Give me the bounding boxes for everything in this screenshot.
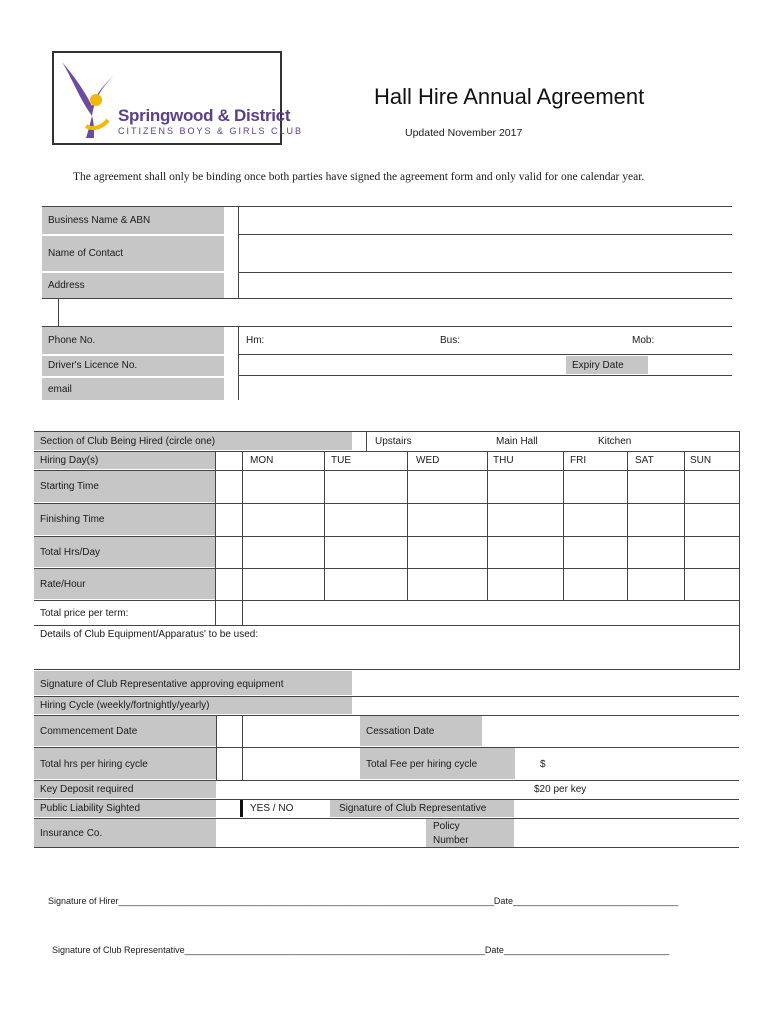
phone-label: Phone No. <box>48 335 96 346</box>
sig-rep-equipment-label: Signature of Club Representative approving equipment <box>40 679 284 690</box>
signature-club-rep-line[interactable]: Signature of Club Representative____________________________________________________________Date_________________________________ <box>52 945 670 955</box>
address-field[interactable] <box>239 273 732 298</box>
licence-label: Driver's Licence No. <box>48 360 138 371</box>
contact-name-label: Name of Contact <box>48 248 124 259</box>
equipment-details-label: Details of Club Equipment/Apparatus' to be used: <box>40 629 259 640</box>
day-wed: WED <box>416 455 440 466</box>
phone-mobile-label: Mob: <box>632 335 655 346</box>
cessation-label: Cessation Date <box>366 726 435 737</box>
total-fee-cycle-label: Total Fee per hiring cycle <box>366 759 478 770</box>
hiring-days-label: Hiring Day(s) <box>40 455 99 466</box>
key-deposit-label: Key Deposit required <box>40 784 134 795</box>
document-title: Hall Hire Annual Agreement <box>374 84 645 109</box>
policy-number-label: Number <box>433 835 469 846</box>
finishing-time-label: Finishing Time <box>40 514 105 525</box>
total-hrs-cycle-label: Total hrs per hiring cycle <box>40 759 148 770</box>
phone-business-label: Bus: <box>440 335 461 346</box>
club-logo-emblem <box>58 56 118 140</box>
expiry-label: Expiry Date <box>572 360 624 371</box>
intro-text: The agreement shall only be binding once both parties have signed the agreement form and only valid for one calendar year. <box>73 171 645 183</box>
day-thu: THU <box>493 455 514 466</box>
hiring-cycle-label: Hiring Cycle (weekly/fortnightly/yearly) <box>40 700 210 711</box>
email-field[interactable] <box>239 376 732 400</box>
total-price-label: Total price per term: <box>40 608 129 619</box>
sig-rep-label: Signature of Club Representative <box>339 803 487 814</box>
day-sun: SUN <box>690 455 712 466</box>
policy-label: Policy <box>433 821 460 832</box>
insurance-label: Insurance Co. <box>40 828 103 839</box>
phone-home-label: Hm: <box>246 335 265 346</box>
signature-hirer-line[interactable]: Signature of Hirer___________________________________________________________________________Date_________________________________ <box>48 896 679 906</box>
day-tue: TUE <box>331 455 351 466</box>
email-label: email <box>48 384 72 395</box>
option-kitchen[interactable]: Kitchen <box>598 436 632 447</box>
updated-date: Updated November 2017 <box>405 127 523 139</box>
rate-hour-label: Rate/Hour <box>40 579 86 590</box>
day-sat: SAT <box>635 455 654 466</box>
fee-dollar-sign: $ <box>540 759 546 770</box>
starting-time-label: Starting Time <box>40 481 99 492</box>
commencement-label: Commencement Date <box>40 726 138 737</box>
day-mon: MON <box>250 455 274 466</box>
address-label: Address <box>48 280 85 291</box>
club-subtitle: CITIZENS BOYS & GIRLS CLUB <box>118 126 304 136</box>
liability-label: Public Liability Sighted <box>40 803 141 814</box>
club-name: Springwood & District <box>118 106 291 125</box>
business-name-label: Business Name & ABN <box>48 215 151 226</box>
day-fri: FRI <box>570 455 587 466</box>
business-name-field[interactable] <box>239 207 732 234</box>
contact-name-field[interactable] <box>239 235 732 271</box>
key-deposit-amount: $20 per key <box>534 784 587 795</box>
section-hired-label: Section of Club Being Hired (circle one) <box>40 436 216 447</box>
option-upstairs[interactable]: Upstairs <box>375 436 412 447</box>
yes-no-option[interactable]: YES / NO <box>250 803 294 814</box>
total-hrs-day-label: Total Hrs/Day <box>40 547 101 558</box>
licence-field[interactable] <box>239 355 565 375</box>
option-main-hall[interactable]: Main Hall <box>496 436 538 447</box>
